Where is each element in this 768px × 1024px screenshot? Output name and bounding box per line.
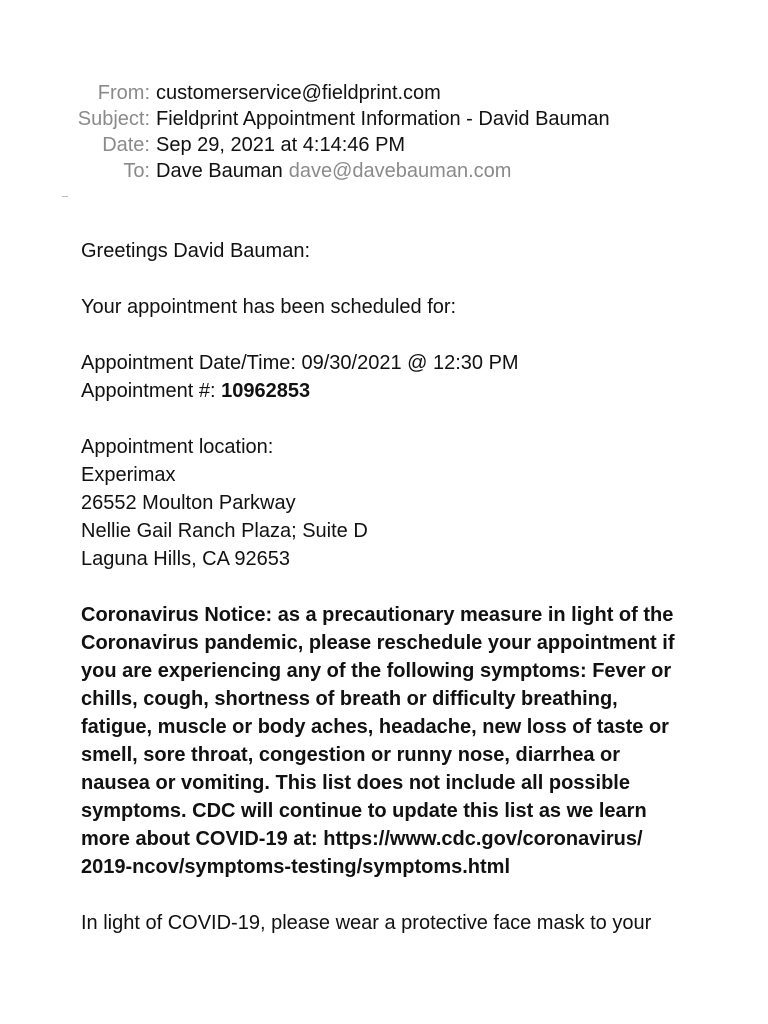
scheduled-text: Your appointment has been scheduled for: bbox=[81, 296, 457, 318]
mask-text: In light of COVID-19, please wear a protective face mask to your bbox=[81, 912, 652, 934]
email-body bbox=[81, 237, 721, 965]
date-label: Date: bbox=[102, 134, 150, 156]
appointment-number-label: Appointment #: bbox=[81, 380, 222, 402]
from-address[interactable]: customerservice@fieldprint.com bbox=[156, 82, 441, 104]
notice-line-cdc-link[interactable]: more about COVID-19 at: https://www.cdc.gov/coronavirus/ bbox=[81, 828, 643, 850]
to-email[interactable]: dave@davebauman.com bbox=[288, 160, 512, 182]
appointment-datetime: Appointment Date/Time: 09/30/2021 @ 12:30 PM bbox=[81, 352, 519, 374]
notice-line: fatigue, muscle or body aches, headache, new loss of taste or bbox=[81, 716, 669, 738]
to-label: To: bbox=[123, 160, 150, 182]
location-label: Appointment location: bbox=[81, 436, 274, 458]
appointment-number: 10962853 bbox=[221, 380, 311, 402]
subject-label: Subject: bbox=[77, 108, 150, 130]
greeting-text: Greetings David Bauman: bbox=[81, 240, 311, 262]
email-header bbox=[0, 80, 768, 184]
location-plaza: Nellie Gail Ranch Plaza; Suite D bbox=[81, 520, 368, 542]
notice-line-cdc-link[interactable]: 2019-ncov/symptoms-testing/symptoms.html bbox=[81, 856, 510, 878]
coronavirus-notice bbox=[81, 601, 721, 881]
header-divider bbox=[62, 196, 68, 197]
subject-row bbox=[0, 106, 768, 132]
appointment-number-line bbox=[81, 377, 721, 405]
from-label: From: bbox=[97, 82, 150, 104]
appointment-location bbox=[81, 433, 721, 573]
greeting bbox=[81, 237, 721, 265]
notice-line: chills, cough, shortness of breath or difficulty breathing, bbox=[81, 688, 618, 710]
notice-line: Coronavirus Notice: as a precautionary measure in light of the bbox=[81, 604, 674, 626]
from-row bbox=[0, 80, 768, 106]
to-name[interactable]: Dave Bauman bbox=[156, 160, 283, 182]
location-name: Experimax bbox=[81, 464, 176, 486]
date-row bbox=[0, 132, 768, 158]
notice-line: symptoms. CDC will continue to update this list as we learn bbox=[81, 800, 647, 822]
location-street: 26552 Moulton Parkway bbox=[81, 492, 296, 514]
notice-line: Coronavirus pandemic, please reschedule your appointment if bbox=[81, 632, 675, 654]
date-text: Sep 29, 2021 at 4:14:46 PM bbox=[156, 134, 406, 156]
appointment-details bbox=[81, 349, 721, 405]
to-row bbox=[0, 158, 768, 184]
notice-line: smell, sore throat, congestion or runny nose, diarrhea or bbox=[81, 744, 621, 766]
notice-line: nausea or vomiting. This list does not include all possible bbox=[81, 772, 630, 794]
location-city: Laguna Hills, CA 92653 bbox=[81, 548, 291, 570]
mask-paragraph bbox=[81, 909, 721, 937]
subject-text: Fieldprint Appointment Information - David Bauman bbox=[156, 108, 610, 130]
notice-line: you are experiencing any of the following symptoms: Fever or bbox=[81, 660, 672, 682]
scheduled-paragraph bbox=[81, 293, 721, 321]
